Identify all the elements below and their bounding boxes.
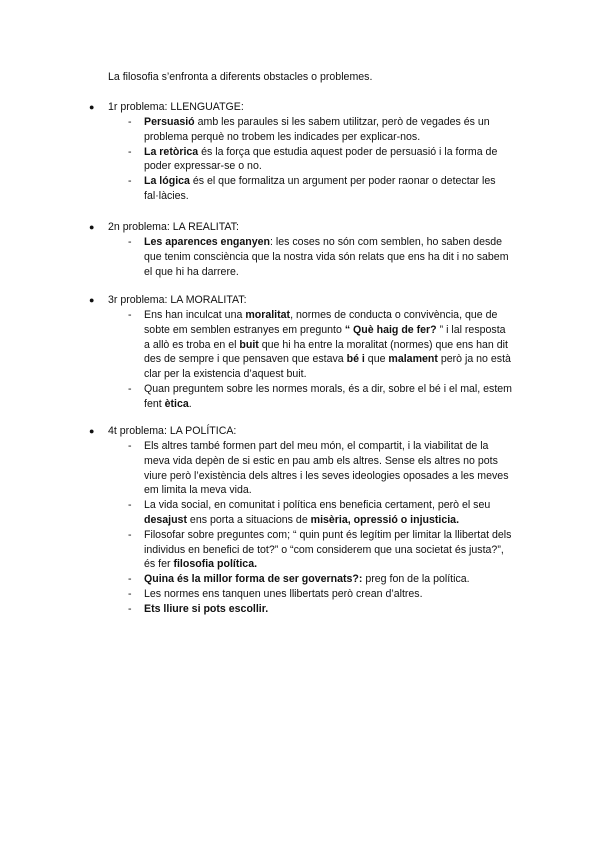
- text-run: , normes de conducta o convivència, que de sobte em semblen estranyes em pregunto: [144, 309, 498, 336]
- item-text: [144, 529, 511, 571]
- list-item: [0, 572, 512, 587]
- text-run: Quan preguntem sobre les normes morals, és a dir, sobre el bé i el mal, estem fent: [144, 382, 513, 410]
- item-text: [144, 175, 496, 202]
- dash-icon: -: [128, 309, 132, 321]
- dash-icon: -: [128, 382, 132, 395]
- section-title: 1r problema: LLENGUATGE:: [108, 101, 244, 113]
- list-item: [0, 382, 512, 412]
- item-list: [0, 439, 600, 617]
- text-run: que: [364, 353, 389, 366]
- text-run: : les coses no són com semblen, ho saben desde que tenim consciència que la nostra vida són relats que ens ha dit i no sabem el que hi ha darrere.: [144, 236, 509, 278]
- dash-icon: -: [128, 175, 132, 188]
- item-text: [144, 236, 509, 278]
- text-run: que hi ha entre la moralitat (normes) que ens han dit des de sempre i que pensaven que estava: [144, 338, 508, 366]
- item-text: [144, 573, 470, 585]
- section-heading: [0, 293, 600, 308]
- list-item: [0, 439, 512, 498]
- item-text: [144, 309, 511, 380]
- bold-text: malament: [388, 353, 438, 366]
- bold-text: Ets lliure si pots escollir.: [144, 602, 269, 615]
- bold-text: La lógica: [144, 175, 190, 188]
- section-title: 4t problema: LA POLÍTICA:: [108, 425, 237, 437]
- text-run: ens porta a situacions de: [186, 513, 311, 526]
- bold-text: bé i: [346, 353, 365, 366]
- bold-text: filosofia política.: [173, 558, 258, 571]
- intro-paragraph: La filosofia s’enfronta a diferents obstacles o problemes.: [108, 71, 373, 83]
- dash-icon: -: [128, 236, 132, 248]
- dash-icon: -: [128, 440, 132, 452]
- text-run: és el que formalitza un argument per poder raonar o detectar les fal·làcies.: [144, 175, 496, 202]
- text-run: és la força que estudia aquest poder de persuasió i la forma de poder expressar-se o no.: [144, 145, 498, 173]
- bold-text: Les aparences enganyen: [144, 236, 271, 248]
- dash-icon: -: [128, 499, 132, 512]
- list-item: [0, 308, 512, 382]
- list-item: [0, 174, 512, 204]
- dash-icon: -: [128, 116, 132, 128]
- dash-icon: -: [128, 145, 132, 158]
- dash-icon: -: [128, 587, 132, 600]
- dash-icon: -: [128, 602, 132, 615]
- section-reality: [0, 220, 600, 279]
- text-run: Les normes ens tanquen unes llibertats però crean d’altres.: [144, 587, 423, 600]
- bold-text: Persuasió: [144, 116, 195, 128]
- text-run: .: [188, 397, 192, 410]
- item-text: [144, 440, 509, 496]
- section-politics: [0, 424, 600, 617]
- bold-text: ètica: [164, 397, 189, 410]
- text-run: preg fon de la política.: [365, 573, 470, 586]
- section-heading: [0, 100, 600, 115]
- item-text: [144, 499, 490, 526]
- bullet-icon: ●: [89, 102, 95, 112]
- section-heading: [0, 424, 600, 439]
- bold-text: desajust: [144, 513, 187, 526]
- text-run: però ja no està clar per la existencia d’aquest buit.: [144, 353, 511, 381]
- text-run: Ens han inculcat una: [144, 309, 246, 321]
- text-run: amb les paraules si les sabem utilitzar, però de vegades és un problema perquè no trobem les indicades per explicar-nos.: [144, 116, 490, 143]
- list-item: [0, 145, 512, 175]
- text-run: Els altres també formen part del meu món, el compartit, i la viabilitat de la meva vida depèn de si estic en pau amb els altres. Sense els altres no pots viure però l’existència dels altres i les seves ideologies oposades a les meves em limita la meva vida.: [144, 440, 509, 497]
- item-list: [0, 235, 600, 279]
- section-morality: [0, 293, 600, 412]
- bold-text: moralitat: [245, 309, 291, 321]
- bold-text: La retòrica: [144, 145, 199, 158]
- item-list: [0, 308, 600, 412]
- list-item: [0, 587, 512, 602]
- section-heading: [0, 220, 600, 235]
- list-item: [0, 498, 512, 528]
- item-text: [144, 588, 423, 600]
- bold-text: misèria, opressió o injusticia.: [310, 513, 460, 526]
- text-run: ” i lal resposta a allò es troba en el: [144, 323, 506, 351]
- list-item: [0, 115, 512, 145]
- bold-text: “ Què haig de fer?: [344, 323, 440, 336]
- item-text: [144, 116, 490, 143]
- section-title: 3r problema: LA MORALITAT:: [108, 294, 247, 306]
- dash-icon: -: [128, 528, 132, 541]
- text-run: Filosofar sobre preguntes com; “ quin punt és legítim per limitar la llibertat dels individus en benefici de tot?” o “com considerem que una societat és justa?”, és fer: [144, 528, 512, 571]
- section-language: [0, 100, 600, 204]
- list-item: [0, 602, 512, 617]
- item-list: [0, 115, 600, 204]
- bold-text: buit: [239, 338, 259, 351]
- bullet-icon: ●: [89, 426, 95, 436]
- list-item: [0, 528, 512, 572]
- bold-text: Quina és la millor forma de ser governats?:: [144, 573, 366, 586]
- text-run: La vida social, en comunitat i política ens beneficia certament, però el seu: [144, 499, 491, 512]
- dash-icon: -: [128, 573, 132, 586]
- item-text: [144, 603, 268, 615]
- bullet-icon: ●: [89, 295, 95, 305]
- list-item: [0, 235, 512, 279]
- bullet-icon: ●: [89, 222, 95, 232]
- item-text: [144, 146, 497, 173]
- item-text: [144, 383, 512, 410]
- section-title: 2n problema: LA REALITAT:: [108, 221, 239, 233]
